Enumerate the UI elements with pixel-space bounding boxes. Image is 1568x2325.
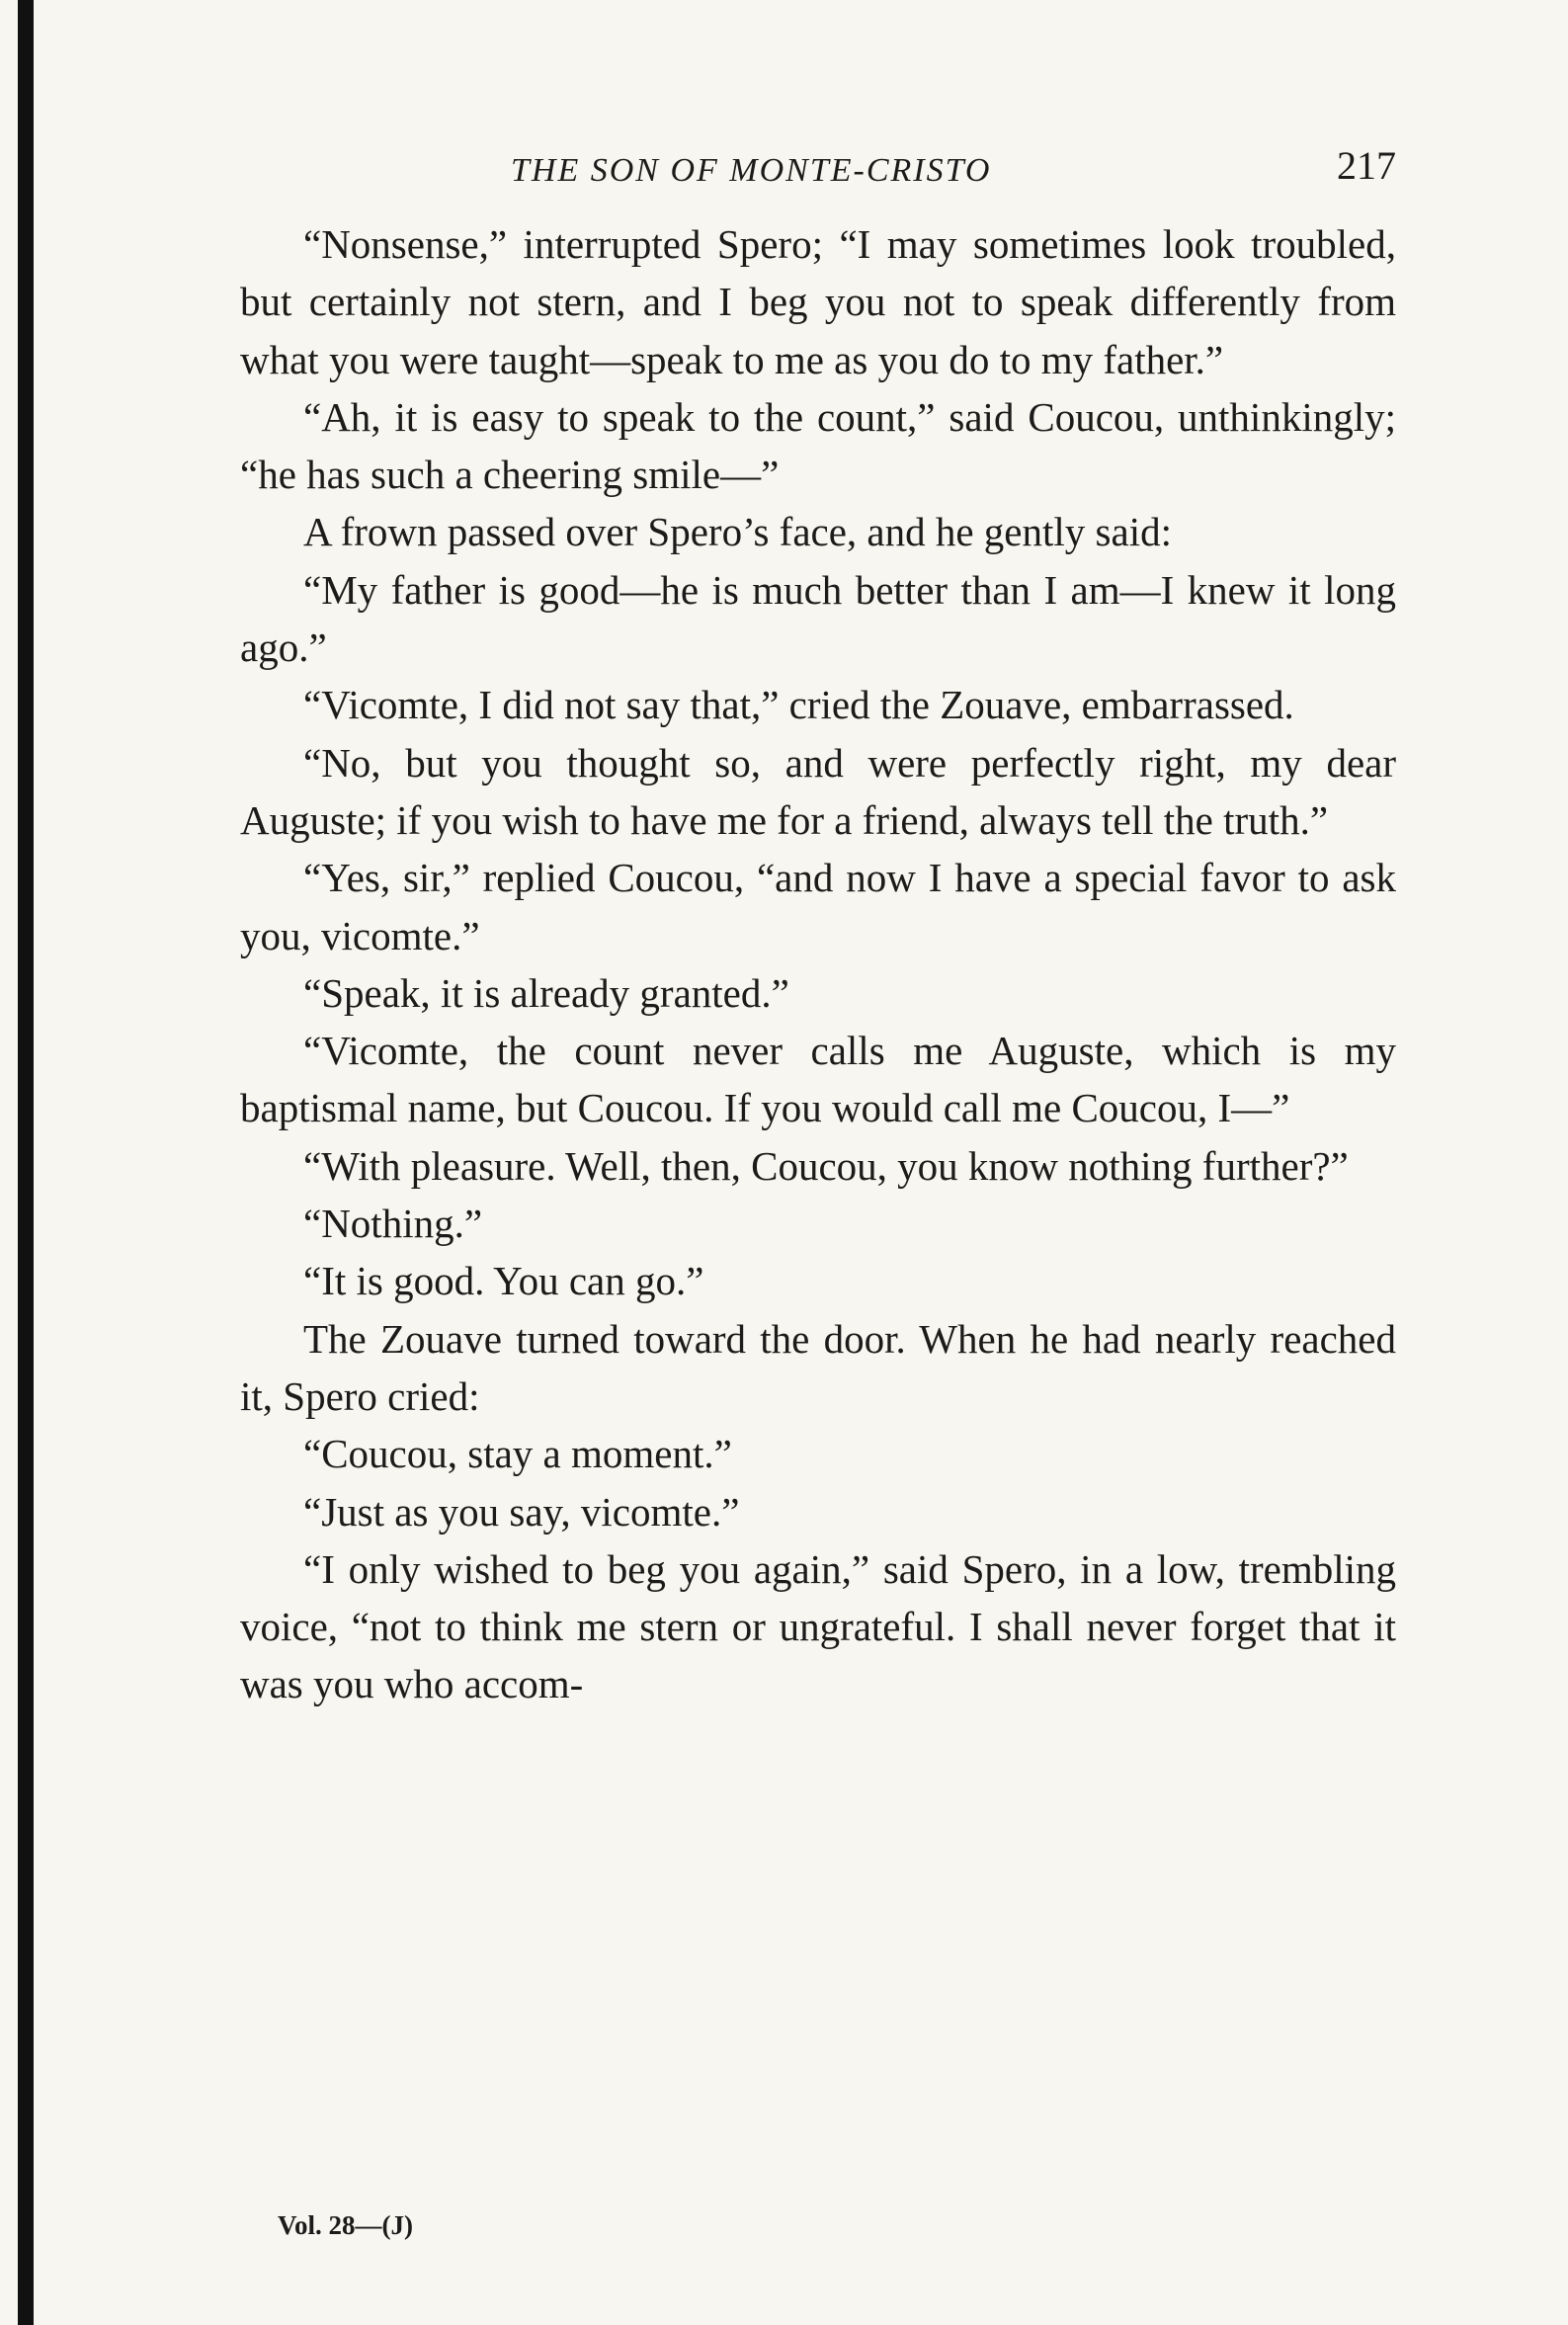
- paragraph: “Just as you say, vicomte.”: [303, 1488, 740, 1535]
- paragraph: “Vicomte, I did not say that,” cried the Zouave, embarrassed.: [303, 682, 1294, 728]
- paragraph: “Nothing.”: [303, 1201, 483, 1247]
- paragraph: “Coucou, stay a moment.”: [303, 1431, 732, 1477]
- paragraph: The Zouave turned toward the door. When he had nearly reached it, Spero cried:: [240, 1315, 1396, 1419]
- paragraph: “Vicomte, the count never calls me Auguste, which is my baptismal name, but Coucou. If you would call me Coucou, I—”: [240, 1028, 1396, 1131]
- paragraph: “It is good. You can go.”: [303, 1258, 704, 1304]
- paragraph: “Speak, it is already granted.”: [303, 969, 789, 1016]
- printer-signature: Vol. 28—(J): [278, 2210, 414, 2240]
- paragraph: “Yes, sir,” replied Coucou, “and now I have a special favor to ask you, vicomte.”: [240, 855, 1396, 958]
- running-title: THE SON OF MONTE-CRISTO: [511, 152, 992, 189]
- paragraph: “Nonsense,” interrupted Spero; “I may sometimes look troubled, but certainly not stern, and I beg you not to speak differently from what you were taught—speak to me as you do to my father.”: [240, 221, 1396, 382]
- book-page: [240, 138, 1396, 2240]
- page-header: [240, 138, 1396, 198]
- paragraph: “No, but you thought so, and were perfectly right, my dear Auguste; if you wish to have me for a friend, always tell the truth.”: [240, 739, 1396, 843]
- paragraph: “I only wished to beg you again,” said Spero, in a low, trembling voice, “not to think me stern or ungrateful. I shall never forget that it was you who accom-: [240, 1545, 1396, 1707]
- paragraph: “My father is good—he is much better than I am—I knew it long ago.”: [240, 566, 1396, 671]
- binding-edge: [18, 0, 34, 2325]
- page-number: 217: [1337, 143, 1396, 188]
- paragraph: A frown passed over Spero’s face, and he gently said:: [303, 509, 1172, 555]
- paragraph: “Ah, it is easy to speak to the count,” said Coucou, unthinkingly; “he has such a cheering smile—”: [240, 393, 1396, 498]
- body-text: [240, 215, 1396, 1713]
- paragraph: “With pleasure. Well, then, Coucou, you know nothing further?”: [303, 1142, 1349, 1189]
